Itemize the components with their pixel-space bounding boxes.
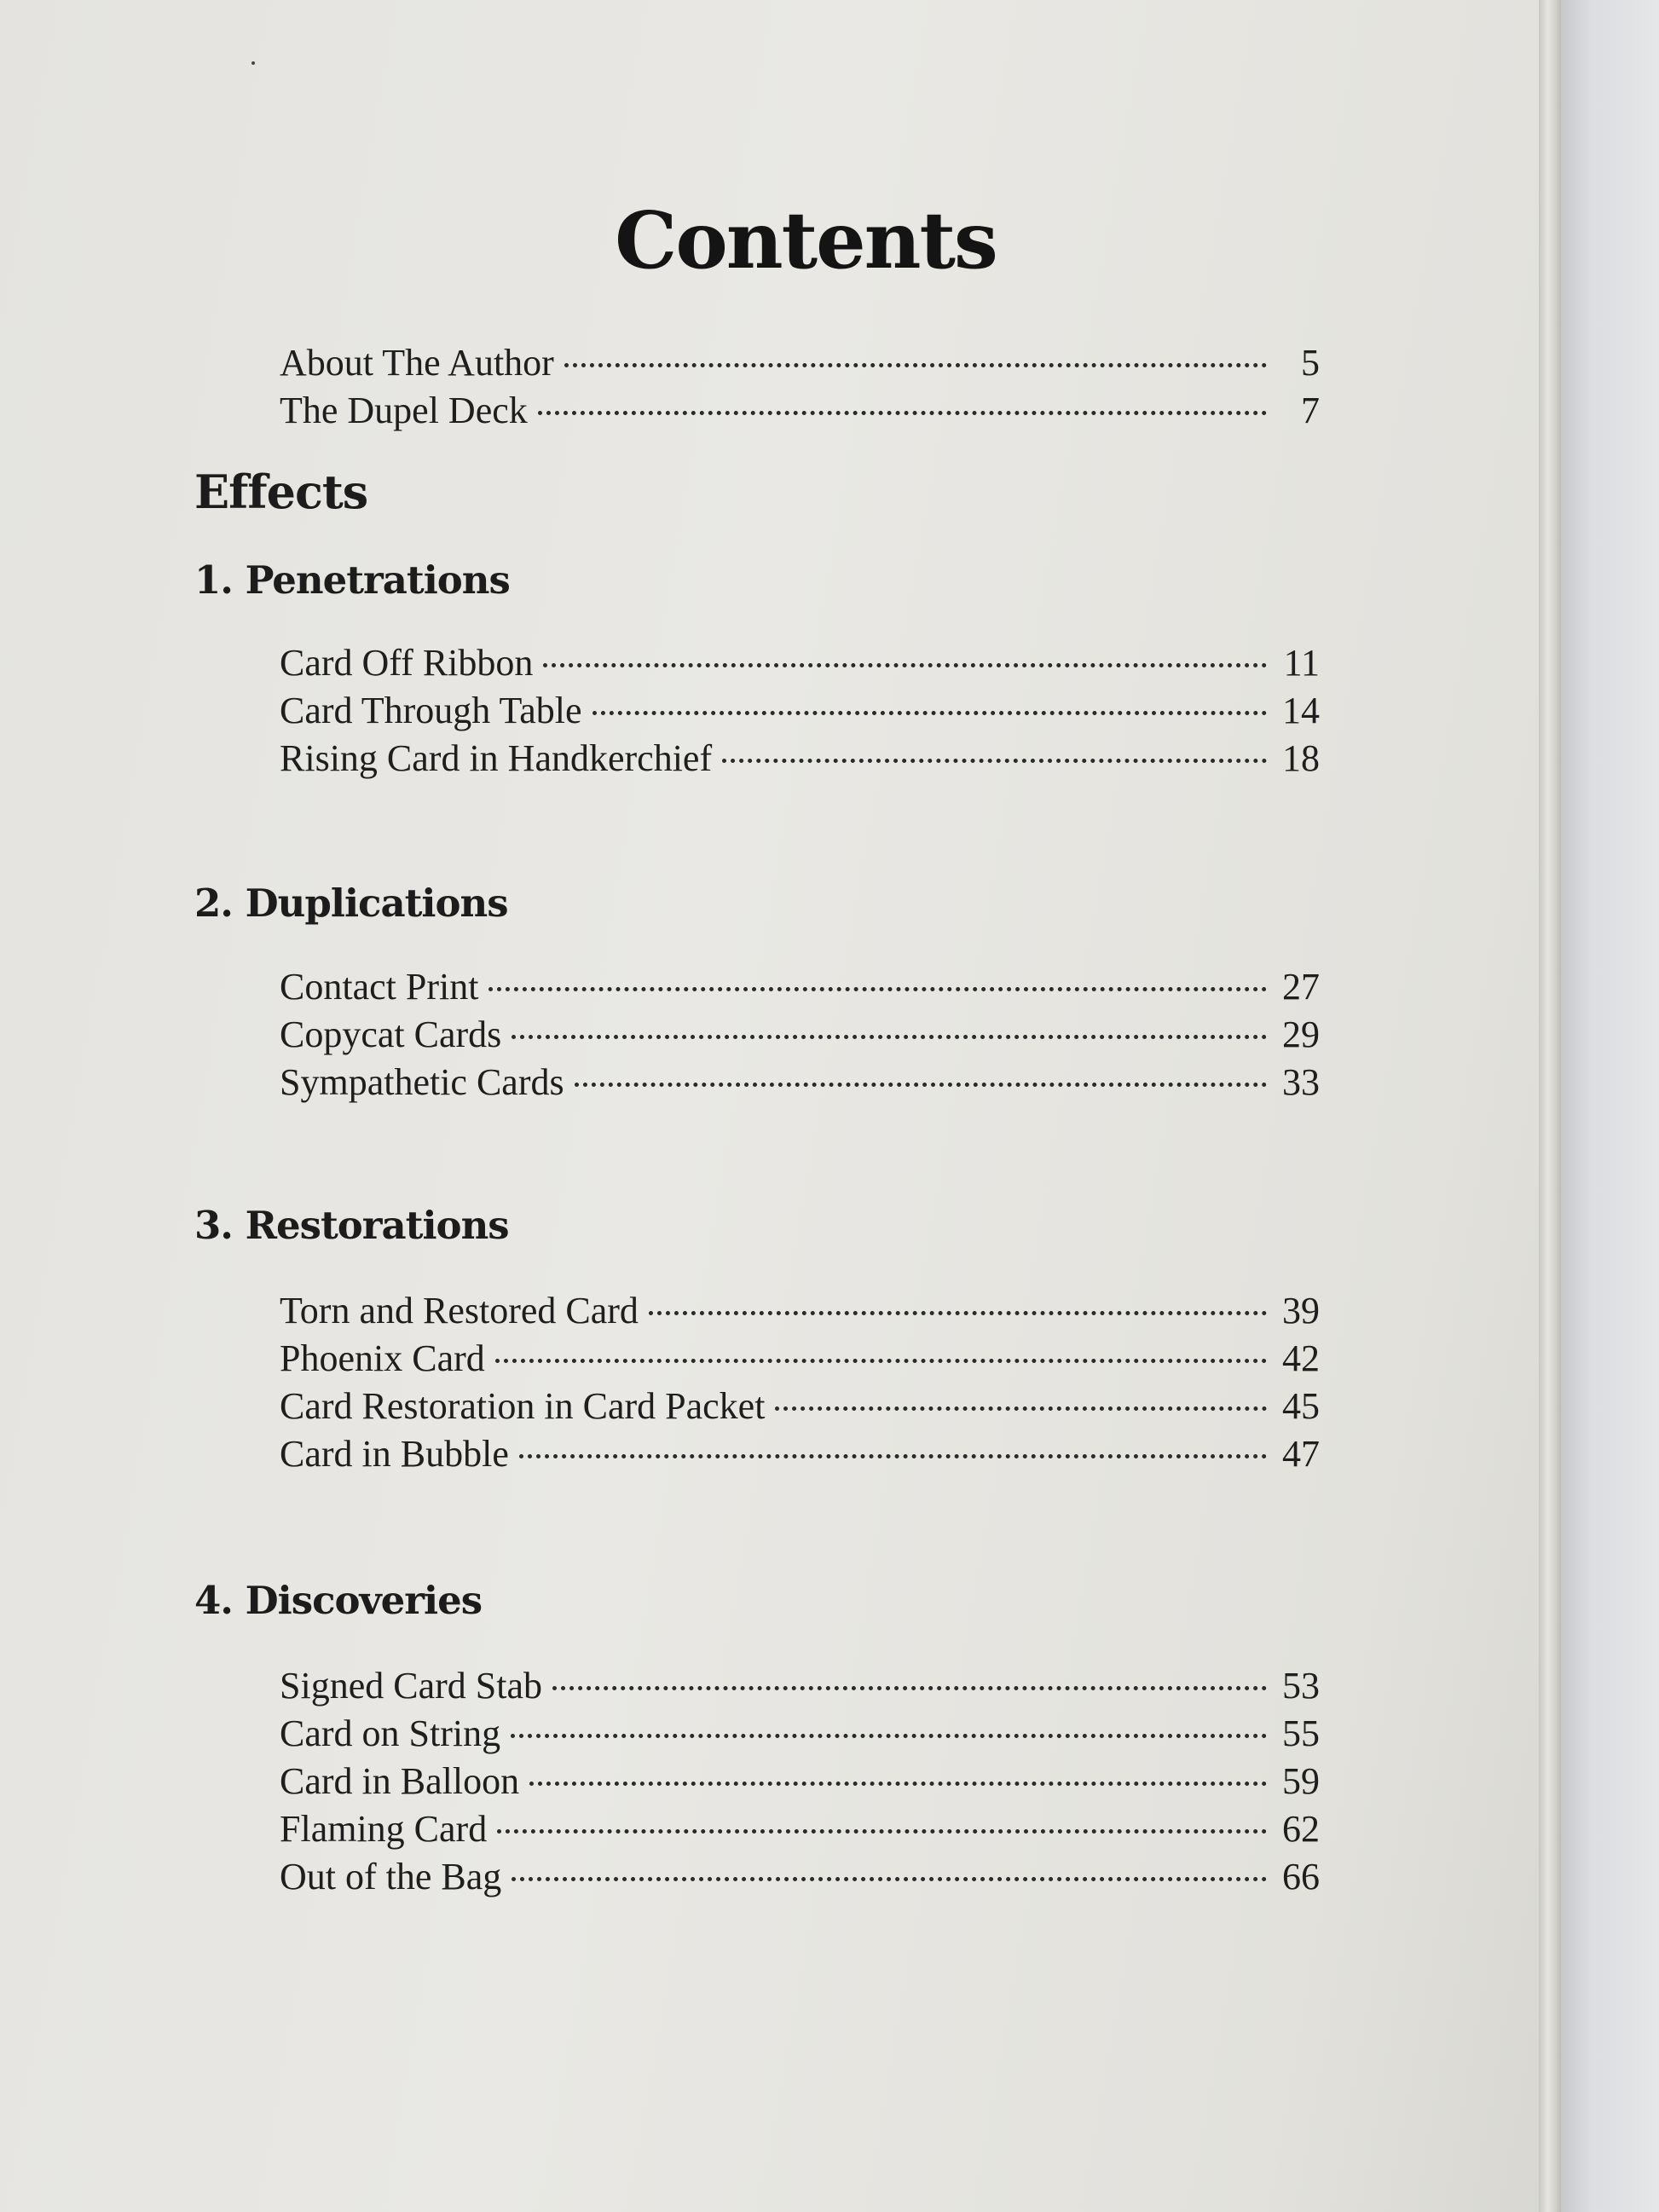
page-number: 55: [1282, 1712, 1320, 1754]
toc-entry: [280, 1059, 1320, 1106]
toc-entry: [280, 687, 1320, 735]
toc-entry: [280, 735, 1320, 783]
page-number: 62: [1282, 1808, 1320, 1850]
table-background: [1561, 0, 1659, 2212]
section-heading-penetrations: 1. Penetrations: [194, 557, 510, 603]
section-heading-duplications: 2. Duplications: [194, 881, 508, 926]
dot-leader: [497, 1829, 1267, 1834]
toc-entry-about-author: [280, 339, 1320, 387]
toc-entry: [280, 1662, 1320, 1710]
page-number: 11: [1283, 642, 1320, 684]
entry-title: About The Author: [280, 342, 554, 384]
toc-entry: [280, 1430, 1320, 1478]
page-number: 45: [1282, 1385, 1320, 1427]
dot-leader: [512, 1035, 1267, 1039]
page-number: 27: [1282, 966, 1320, 1008]
toc-entry: [280, 1710, 1320, 1758]
page-number: 18: [1282, 737, 1320, 779]
entry-title: Card Through Table: [280, 690, 582, 731]
dot-leader: [543, 663, 1267, 667]
entry-title: Phoenix Card: [280, 1337, 485, 1379]
effects-heading: Effects: [194, 465, 368, 519]
section-heading-restorations: 3. Restorations: [194, 1203, 509, 1248]
toc-entry-dupel-deck: [280, 387, 1320, 435]
toc-entry: [280, 1383, 1320, 1430]
entry-title: Rising Card in Handkerchief: [280, 737, 713, 779]
page-number: 59: [1282, 1760, 1320, 1802]
entry-title: Card Restoration in Card Packet: [280, 1385, 766, 1427]
toc-entry: [280, 1805, 1320, 1853]
page-edge: [1539, 0, 1561, 2212]
entry-title: Card on String: [280, 1712, 501, 1754]
toc-entry: [280, 963, 1320, 1011]
toc-entry: [280, 1853, 1320, 1901]
dot-leader: [538, 411, 1267, 415]
entry-title: Sympathetic Cards: [280, 1061, 564, 1103]
entry-title: Signed Card Stab: [280, 1665, 542, 1707]
entry-title: Card in Balloon: [280, 1760, 520, 1802]
section-heading-discoveries: 4. Discoveries: [194, 1578, 483, 1623]
entry-title: The Dupel Deck: [280, 390, 528, 431]
entry-title: Torn and Restored Card: [280, 1290, 639, 1331]
entry-title: Card in Bubble: [280, 1433, 509, 1475]
dot-leader: [722, 759, 1267, 763]
page-number: 5: [1301, 342, 1320, 384]
dot-leader: [519, 1454, 1267, 1458]
entry-title: Copycat Cards: [280, 1014, 502, 1055]
dot-leader: [512, 1877, 1267, 1881]
dot-leader: [488, 987, 1267, 991]
dot-leader: [495, 1359, 1267, 1363]
entry-title: Card Off Ribbon: [280, 642, 534, 684]
page-number: 66: [1282, 1856, 1320, 1897]
toc-entry: [280, 1335, 1320, 1383]
entry-title: Out of the Bag: [280, 1856, 502, 1897]
toc-entry: [280, 1011, 1320, 1059]
page-number: 47: [1282, 1433, 1320, 1475]
dot-leader: [564, 363, 1267, 367]
page-number: 39: [1282, 1290, 1320, 1331]
paper-speck: [251, 61, 255, 65]
dot-leader: [529, 1782, 1267, 1786]
dot-leader: [552, 1686, 1267, 1690]
dot-leader: [649, 1311, 1267, 1315]
page-number: 42: [1282, 1337, 1320, 1379]
page-number: 33: [1282, 1061, 1320, 1103]
toc-entry: [280, 1287, 1320, 1335]
entry-title: Flaming Card: [280, 1808, 488, 1850]
toc-entry: [280, 1758, 1320, 1805]
page-number: 14: [1282, 690, 1320, 731]
dot-leader: [575, 1083, 1267, 1087]
dot-leader: [775, 1406, 1267, 1411]
page-number: 29: [1282, 1014, 1320, 1055]
page-number: 53: [1282, 1665, 1320, 1707]
dot-leader: [511, 1734, 1267, 1738]
toc-entry: [280, 639, 1320, 687]
entry-title: Contact Print: [280, 966, 479, 1008]
page-title: Contents: [615, 194, 997, 286]
dot-leader: [592, 711, 1267, 715]
page-number: 7: [1301, 390, 1320, 431]
